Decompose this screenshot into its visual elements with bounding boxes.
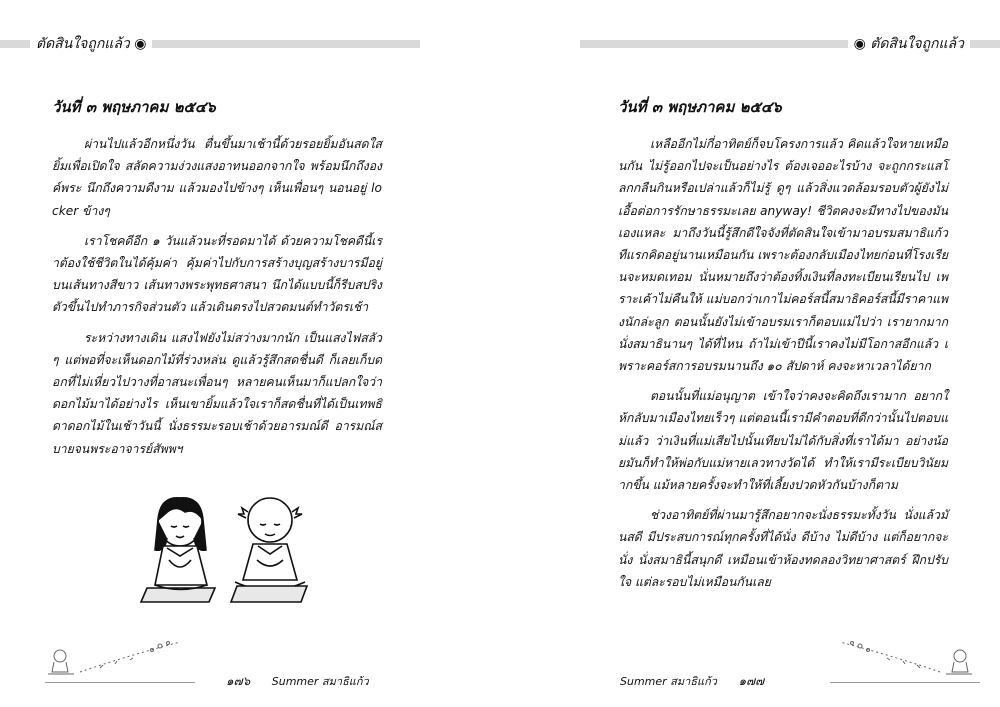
- footer-rule-right: [830, 682, 980, 683]
- left-footer: [208, 672, 369, 691]
- left-page: [52, 95, 382, 468]
- running-head-left: ตัดสินใจถูกแล้ว ◉: [30, 36, 152, 52]
- left-paragraph: เราโชคดีอีก ๑ วันแล้วนะที่รอดมาได้ ด้วยความโชคดีนี้เราต้องใช้ชีวิตในได้คุ้มค่า คุ้มค่าไปกับการสร้างบุญสร้างบารมีอยู่บนเส้นทางสีขาว เส้นทางพระพุทธศาสนา นึกได้แบบนี้ก็รีบสปริงตัวขึ้นไปทำภารกิจส่วนตัว แล้วเดินตรงไปสวดมนต์ทำวัตรเช้า: [52, 233, 382, 315]
- right-footer-title: Summer สมาธิแก้ว: [620, 675, 717, 688]
- right-page-number: ๑๗๗: [738, 674, 765, 688]
- right-paragraph: ตอนนั้นที่แม่อนุญาต เข้าใจว่าคงจะคิดถึงเรามาก อยากให้กลับมาเมืองไทยเร็วๆ แต่ตอนนี้เรามีคำตอบที่ดีกว่านั้นไปตอบแม่แล้ว ว่าเงินที่แม่เสียไปนั้นเทียบไม่ได้กับสิ่งที่เราได้มา อย่างน้อยมันก็ทำให้พ่อกับแม่หายเลวทางวัดได้ ทำให้เรามีระเบียบวินัยมากขึ้น แม้หลายครั้งจะทำให้ที่เลี้ยงปวดหัวกันบ้างก็ตาม: [618, 389, 948, 493]
- left-paragraph: ระหว่างทางเดิน แสงไฟยังไม่สว่างมากนัก เป็นแสงไฟสลัวๆ แต่พอที่จะเห็นดอกไม้ที่ร่วงหล่น ดูแล้วรู้สึกสดชื่นดี ก็เลยเก็บดอกที่ไม่เหี่ยวไปวางที่อาสนะเพื่อนๆ หลายคนเห็นมาก็แปลกใจว่าดอกไม้มาได้อย่างไร เห็นเขายิ้มแล้วใจเราก็สดชื่นที่ได้เป็นเทพธิดาดอกไม้ในเช้าวันนี้ นั่งธรรมะรอบเช้าด้วยอารมณ์ดี อารมณ์สบายจนพระอาจารย์สัพพฯ: [52, 330, 382, 456]
- right-paragraph: เหลืออีกไม่กี่อาทิตย์ก็จบโครงการแล้ว คิดแล้วใจหายเหมือนกัน ไม่รู้ออกไปจะเป็นอย่างไร ต้องเจออะไรบ้าง จะถูกกระแสโลกกลืนกินหรือเปล่าแล้วก็ไม่รู้ ดูๆ แล้วสิ่งแวดล้อมรอบตัวผู้ยังไม่เอื้อต่อการรักษาธรรมะเลย anyway! ชีวิตคงจะมีทางไปของมันเองแหละ มาถึงวันนี้รู้สึกดีใจจังที่ตัดสินใจเข้ามาอบรมสมาธิแก้ว ทีแรกคิดอยู่นานเหมือนกัน เพราะต้องกลับเมืองไทยก่อนที่โรงเรียนจะหมดเทอม นั่นหมายถึงว่าต้องทิ้งเงินที่ลงทะเบียนเรียนไป เพราะเค้าไม่คืนให้ แม่บอกว่าเกาไม่คอร์สนี้สมาธิคอร์สนี้มีราคาแพงนักล่ะลูก ตอนนั้นยังไม่เข้าอบรมเราก็ตอบแม่ไปว่า เรายากมากนั่งสมาธินานๆ ได้ที่ไหน ถ้าไม่เข้าปีนี้เราคงไม่มีโอกาสอีกแล้ว เพราะคอร์สการอบรมนานถึง ๑๐ สัปดาห์ คงจะหาเวลาได้ยาก: [618, 137, 948, 374]
- right-paragraph: ช่วงอาทิตย์ที่ผ่านมารู้สึกอยากจะนั่งธรรมะทั้งวัน นั่งแล้วมันสดี มีประสบการณ์ทุกครั้งที่ได้นั่ง ดีบ้าง ไม่ดีบ้าง แต่ก็อยากจะนั่ง นั่งสมาธินี้สนุกดี เหมือนเข้าห้องทดลองวิทยาศาสตร์ ฝึกปรับใจ แต่ละรอบไม่เหมือนกันเลย: [618, 508, 948, 589]
- right-footer: [620, 672, 782, 691]
- left-paragraph: ผ่านไปแล้วอีกหนึ่งวัน ตื่นขึ้นมาเช้านี้ด้วยรอยยิ้มอันสดใส ยิ้มเพื่อเปิดใจ สลัดความง่วงแสงอาทนออกจากใจ พร้อมนึกถึงองค์พระ นึกถึงความดีงาม แล้วมองไปข้างๆ เห็นเพื่อนๆ นอนอยู่ locker ข้างๆ: [52, 137, 382, 218]
- left-page-number: ๑๗๖: [226, 674, 251, 688]
- meditating-child-corner-icon: [40, 628, 190, 688]
- meditating-child-corner-icon: [830, 628, 980, 688]
- running-head-right: ◉ ตัดสินใจถูกแล้ว: [848, 36, 970, 52]
- footer-rule-left: [45, 682, 195, 683]
- left-page-date: วันที่ ๓ พฤษภาคม ๒๕๔๖: [52, 98, 216, 116]
- right-page: [618, 95, 948, 601]
- right-page-date: วันที่ ๓ พฤษภาคม ๒๕๔๖: [618, 98, 782, 116]
- left-footer-title: Summer สมาธิแก้ว: [271, 675, 369, 688]
- two-children-meditating-illustration: [125, 490, 325, 615]
